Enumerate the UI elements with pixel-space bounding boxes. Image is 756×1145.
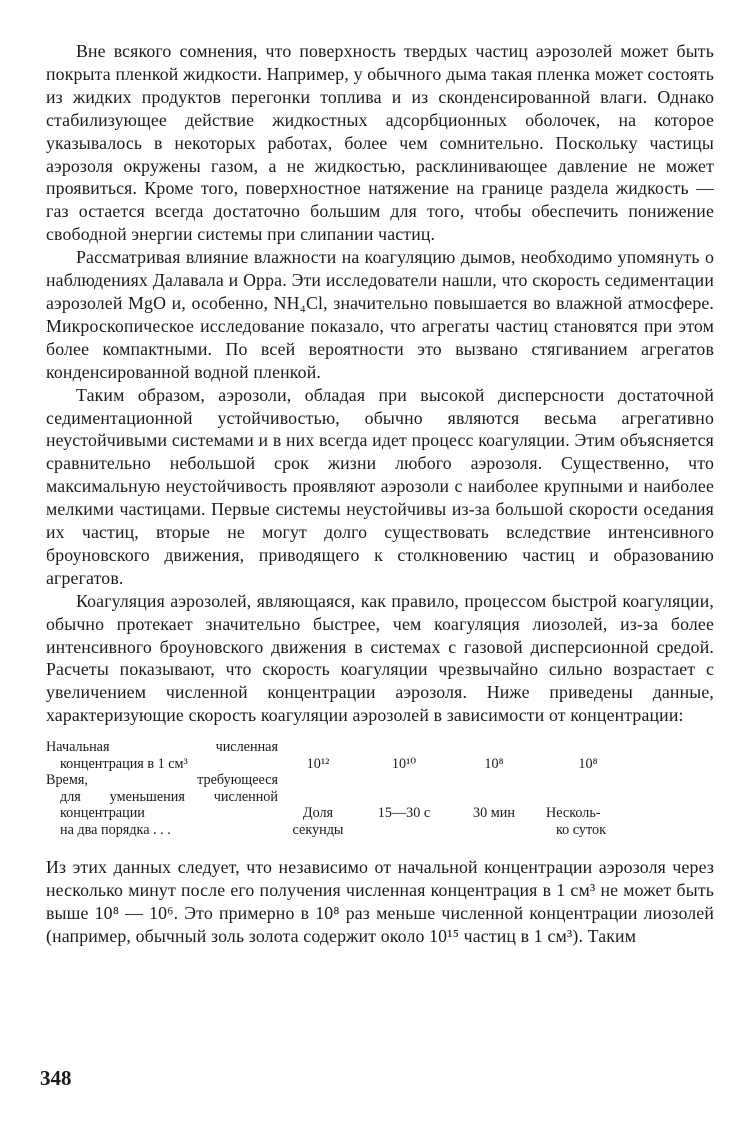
page-body <box>46 40 714 948</box>
table-row2-value-line1: Несколь- <box>546 805 601 822</box>
page-number: 348 <box>40 1066 72 1090</box>
table-row2-value-line2: секунды <box>292 821 344 838</box>
paragraph-3: Таким образом, аэрозоли, обладая при высокой дисперсности достаточной седиментационной устойчивостью, обычно являются весьма агрегативно неустойчивыми системами и в них всегда идет процесс коагуляции. Этим объясняется сравнительно небольшой срок жизни любого аэрозоля. Существенно, что максимальную неустойчивость проявляют аэрозоли с наиболее крупными и наиболее мелкими частицами. Первые системы неустойчивы из-за большой скорости оседания их частиц, вторые не могут долго существовать вследствие интенсивного броуновского движения, приводящего к столкновению частиц и образованию агрегатов. <box>46 384 714 588</box>
paragraph-2: Рассматривая влияние влажности на коагуляцию дымов, необходимо упомянуть о наблюдениях Далавала и Орра. Эти исследователи нашли, что скорость седиментации аэрозолей MgO и, особенно, NH₄Cl, значительно повышается во влажной атмосфере. Микроскопическое исследование показало, что агрегаты частиц становятся при этом более компактными. По всей вероятности это вызвано стягиванием агрегатов конденсированной водной пленкой. <box>46 247 714 382</box>
table-row1-value: 10⁸ <box>484 755 504 772</box>
table-row2-value <box>450 805 538 838</box>
table-row2-label-line3: на два порядка . . . <box>60 821 171 838</box>
table-row2-value-line1: Доля <box>302 805 334 822</box>
table-row1-value: 10¹⁰ <box>391 755 417 772</box>
paragraph-4: Коагуляция аэрозолей, являющаяся, как правило, процессом быстрой коагуляции, обычно протекает значительно быстрее, чем коагуляция лиозолей, из-за более интенсивного броуновского движения в системах с газовой дисперсионной средой. Расчеты показывают, что скорость коагуляции чрезвычайно сильно возрастает с увеличением численной концентрации аэрозоля. Ниже приведены данные, характеризующие скорость коагуляции аэрозолей в зависимости от концентрации: <box>46 590 714 726</box>
table-row1-label <box>46 739 278 772</box>
table-row1-label-line1: Начальная численная <box>46 739 278 756</box>
table-row2-value-line1: 15—30 с <box>377 805 431 822</box>
coagulation-table <box>46 739 714 838</box>
table-row2-value <box>278 805 358 838</box>
table-row2-label <box>46 772 278 838</box>
table-row2-value-line1: 30 мин <box>473 805 515 822</box>
paragraph-1: Вне всякого сомнения, что поверхность твердых частиц аэрозолей может быть покрыта пленкой жидкости. Например, у обычного дыма такая пленка может состоять из жидких продуктов перегонки топлива и из сконденсированной влаги. Однако стабилизующее действие жидкостных адсорбционных оболочек, на которое указывалось в некоторых работах, более чем сомнительно. Поскольку частицы аэрозоля окружены газом, а не жидкостью, расклинивающее давление не может проявиться. Кроме того, поверхностное натяжение на границе раздела жидкость — газ остается всегда достаточно большим для того, чтобы обеспечить понижение свободной энергии системы при слипании частиц. <box>46 41 714 245</box>
table-row2-value <box>358 805 450 838</box>
table-row1-value: 10¹² <box>306 755 330 772</box>
table-row2-label-line1: Время, требующееся <box>46 772 278 789</box>
table-row2-label-line2: для уменьшения численной концентрации <box>60 788 278 822</box>
table-row2-value <box>538 805 638 838</box>
table-row2-value-line2: ко суток <box>556 821 607 838</box>
closing-paragraph: Из этих данных следует, что независимо от начальной концентрации аэрозоля через несколько минут после его получения численная концентрация в 1 см³ не может быть выше 10⁸ — 10⁶. Это примерно в 10⁸ раз меньше численной концентрации лиозолей (например, обычный золь золота содержит около 10¹⁵ частиц в 1 см³). Таким <box>46 857 714 946</box>
table-row1-value: 10⁸ <box>578 755 598 772</box>
table-row1-label-line2: концентрация в 1 см³ <box>60 755 188 772</box>
